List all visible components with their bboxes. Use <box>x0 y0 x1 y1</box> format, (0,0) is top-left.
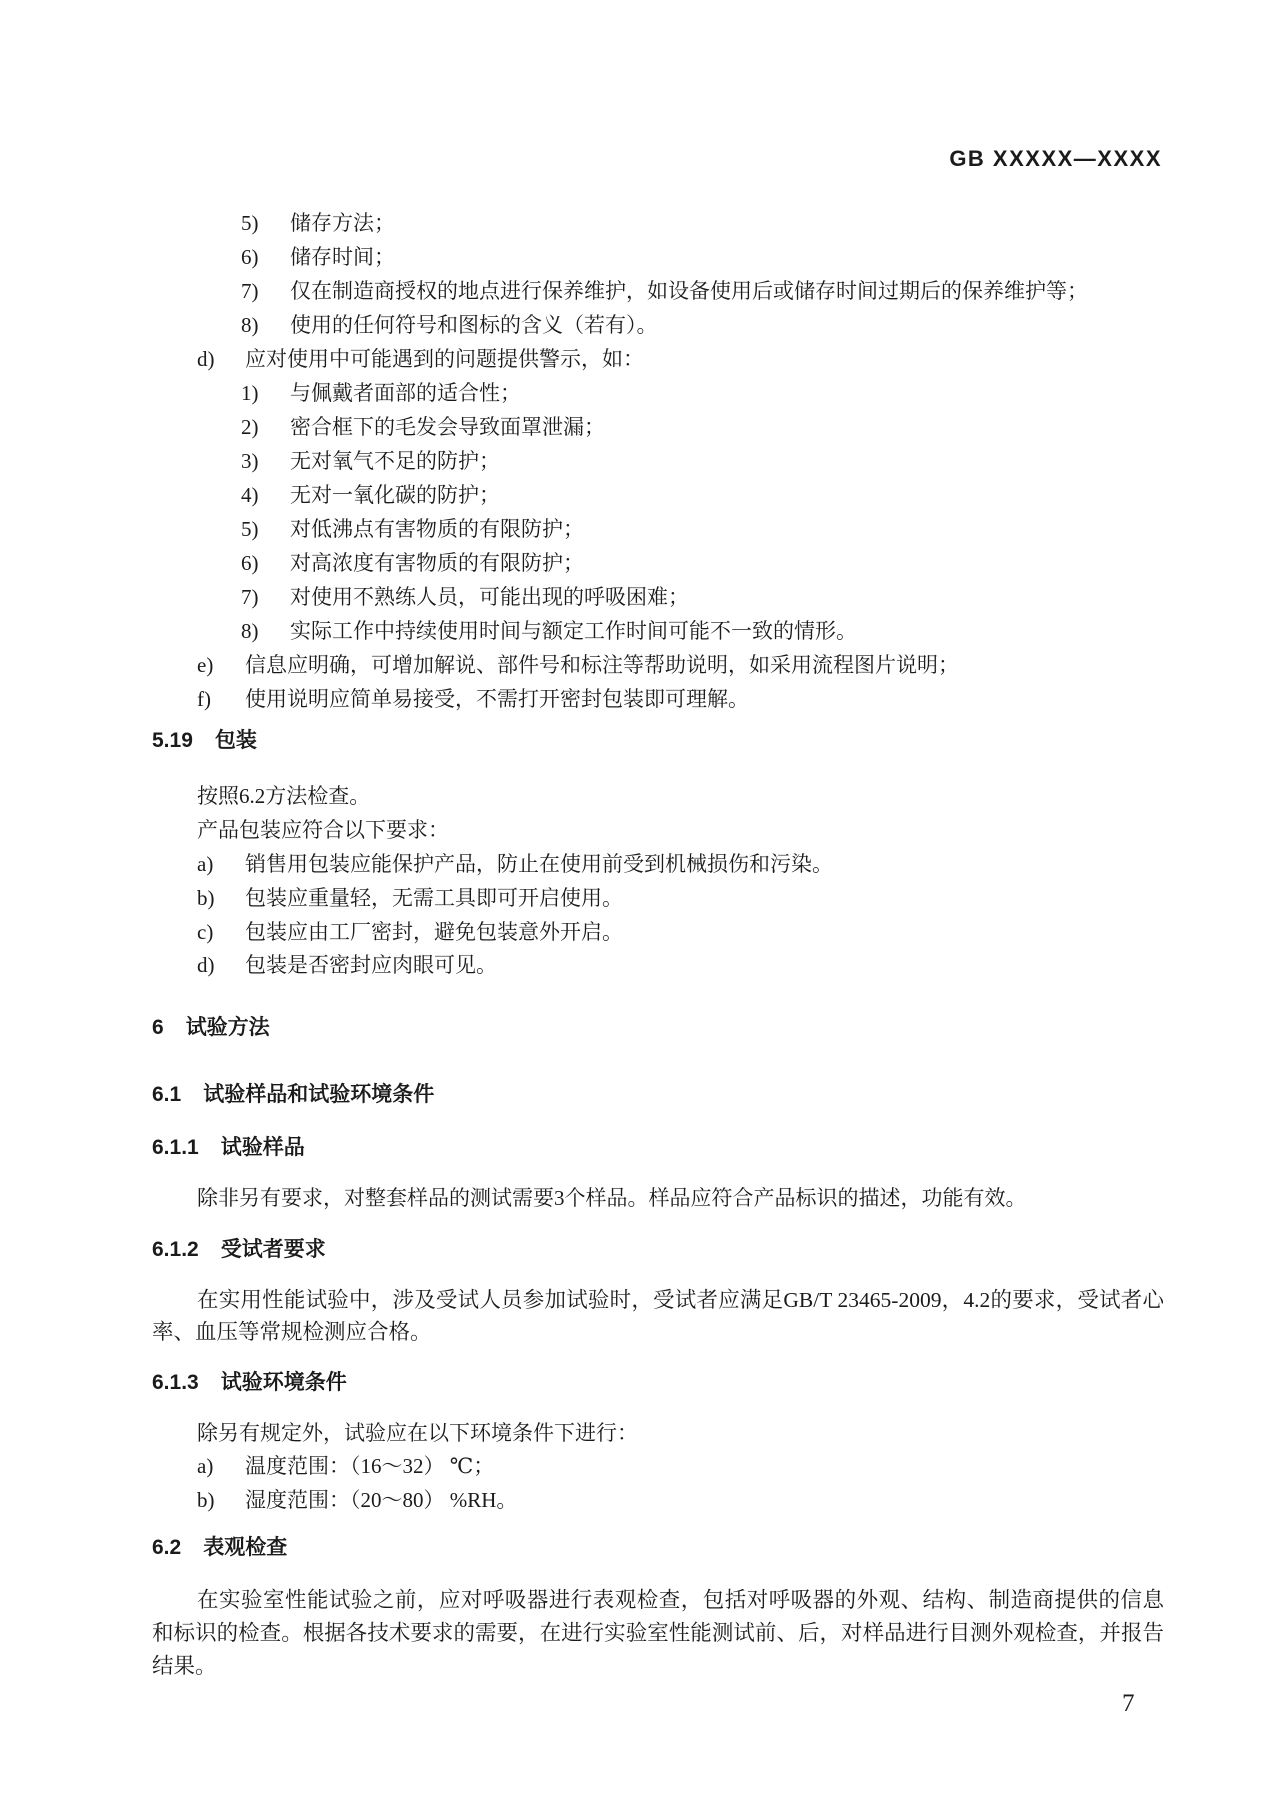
list-text: 销售用包装应能保护产品，防止在使用前受到机械损伤和污染。 <box>245 852 833 876</box>
clause-number: 6.1.3 <box>152 1371 199 1394</box>
list-item-packaging-b <box>197 884 623 912</box>
list-item-d <box>197 345 644 373</box>
list-marker: d) <box>197 953 215 977</box>
list-text: 使用的任何符号和图标的含义（若有）。 <box>290 313 658 337</box>
clause-5-19-paragraph-1: 按照6.2方法检查。 <box>197 784 371 808</box>
list-marker: 5) <box>241 517 259 541</box>
list-text: 温度范围：（16～32） ℃； <box>245 1454 495 1478</box>
list-marker: 2) <box>241 415 259 439</box>
clause-title: 受试者要求 <box>220 1238 326 1261</box>
list-text: 包装应重量轻，无需工具即可开启使用。 <box>245 886 623 910</box>
list-marker: 6) <box>241 551 259 575</box>
list-marker: 5) <box>241 211 259 235</box>
list-text: 对高浓度有害物质的有限防护； <box>290 551 584 575</box>
list-item-warning-4 <box>241 481 500 509</box>
clause-6-heading <box>152 1014 270 1042</box>
list-marker: 7) <box>241 279 259 303</box>
list-text: 与佩戴者面部的适合性； <box>290 381 521 405</box>
clause-title: 试验样品和试验环境条件 <box>203 1083 435 1106</box>
list-text: 实际工作中持续使用时间与额定工作时间可能不一致的情形。 <box>290 619 857 643</box>
clause-6-2-paragraph: 在实验室性能试验之前，应对呼吸器进行表观检查，包括对呼吸器的外观、结构、制造商提供的信息和标识的检查。根据各技术要求的需要，在进行实验室性能测试前、后，对样品进行目测外观检查，并报告结果。 <box>152 1588 1164 1678</box>
list-item-env-a <box>197 1452 494 1480</box>
list-marker: 6) <box>241 245 259 269</box>
list-item-packaging-d <box>197 951 497 979</box>
list-item-packaging-a <box>197 850 833 878</box>
list-marker: a) <box>197 1454 214 1478</box>
clause-6-1-3-paragraph: 除另有规定外，试验应在以下环境条件下进行： <box>197 1421 638 1445</box>
list-marker: a) <box>197 852 214 876</box>
clause-number: 6.2 <box>152 1536 182 1559</box>
list-item-warning-3 <box>241 447 500 475</box>
list-item-warning-7 <box>241 583 689 611</box>
clause-6-2-heading <box>152 1534 287 1562</box>
clause-title: 表观检查 <box>203 1536 288 1559</box>
clause-5-19-heading <box>152 727 257 755</box>
clause-6-1-1-paragraph: 除非另有要求，对整套样品的测试需要3个样品。样品应符合产品标识的描述，功能有效。 <box>197 1186 1027 1210</box>
list-text: 使用说明应简单易接受，不需打开密封包装即可理解。 <box>245 687 749 711</box>
list-text: 湿度范围：（20～80） %RH。 <box>245 1488 518 1512</box>
list-marker: f) <box>197 687 211 711</box>
clause-number: 6 <box>152 1016 164 1039</box>
clause-title: 包装 <box>214 729 257 752</box>
list-text: 无对一氧化碳的防护； <box>290 483 500 507</box>
list-item-warning-6 <box>241 549 584 577</box>
list-text: 包装应由工厂密封，避免包装意外开启。 <box>245 920 623 944</box>
clause-5-19-paragraph-2: 产品包装应符合以下要求： <box>197 818 449 842</box>
clause-number: 5.19 <box>152 729 193 752</box>
clause-6-1-2-paragraph: 在实用性能试验中，涉及受试人员参加试验时，受试者应满足GB/T 23465-2009，4.2的要求，受试者心率、血压等常规检测应合格。 <box>152 1288 1164 1344</box>
list-text: 无对氧气不足的防护； <box>290 449 500 473</box>
list-marker: 1) <box>241 381 259 405</box>
list-marker: b) <box>197 886 215 910</box>
list-marker: 8) <box>241 619 259 643</box>
list-item-storage-6 <box>241 243 395 271</box>
clause-6-1-2-heading <box>152 1236 326 1264</box>
clause-title: 试验方法 <box>185 1016 270 1039</box>
list-text: 仅在制造商授权的地点进行保养维护，如设备使用后或储存时间过期后的保养维护等； <box>290 279 1088 303</box>
list-item-packaging-c <box>197 918 623 946</box>
list-item-env-b <box>197 1486 517 1514</box>
list-marker: 7) <box>241 585 259 609</box>
list-item-warning-1 <box>241 379 521 407</box>
list-text: 包装是否密封应肉眼可见。 <box>245 953 497 977</box>
list-marker: d) <box>197 347 215 371</box>
list-item-warning-5 <box>241 515 584 543</box>
clause-number: 6.1 <box>152 1083 182 1106</box>
list-item-warning-2 <box>241 413 605 441</box>
list-text: 应对使用中可能遇到的问题提供警示，如： <box>245 347 644 371</box>
list-marker: b) <box>197 1488 215 1512</box>
clause-number: 6.1.2 <box>152 1238 199 1261</box>
header-doc-code: GB XXXXX—XXXX <box>949 146 1162 171</box>
list-text: 密合框下的毛发会导致面罩泄漏； <box>290 415 605 439</box>
list-marker: 4) <box>241 483 259 507</box>
clause-title: 试验样品 <box>220 1136 305 1159</box>
clause-title: 试验环境条件 <box>220 1371 347 1394</box>
list-item-storage-8 <box>241 311 658 339</box>
list-marker: c) <box>197 920 214 944</box>
clause-6-1-heading <box>152 1081 434 1109</box>
list-text: 对使用不熟练人员，可能出现的呼吸困难； <box>290 585 689 609</box>
clause-6-1-3-heading <box>152 1369 347 1397</box>
list-item-e <box>197 651 959 679</box>
list-text: 储存时间； <box>290 245 395 269</box>
clause-6-1-1-heading <box>152 1134 305 1162</box>
clause-number: 6.1.1 <box>152 1136 199 1159</box>
page-number: 7 <box>1122 1690 1135 1717</box>
list-marker: 3) <box>241 449 259 473</box>
list-item-warning-8 <box>241 617 857 645</box>
list-text: 对低沸点有害物质的有限防护； <box>290 517 584 541</box>
list-marker: 8) <box>241 313 259 337</box>
list-item-storage-5 <box>241 209 395 237</box>
list-item-storage-7 <box>241 277 1088 305</box>
list-marker: e) <box>197 653 214 677</box>
list-item-f <box>197 685 749 713</box>
list-text: 储存方法； <box>290 211 395 235</box>
list-text: 信息应明确，可增加解说、部件号和标注等帮助说明，如采用流程图片说明； <box>245 653 959 677</box>
